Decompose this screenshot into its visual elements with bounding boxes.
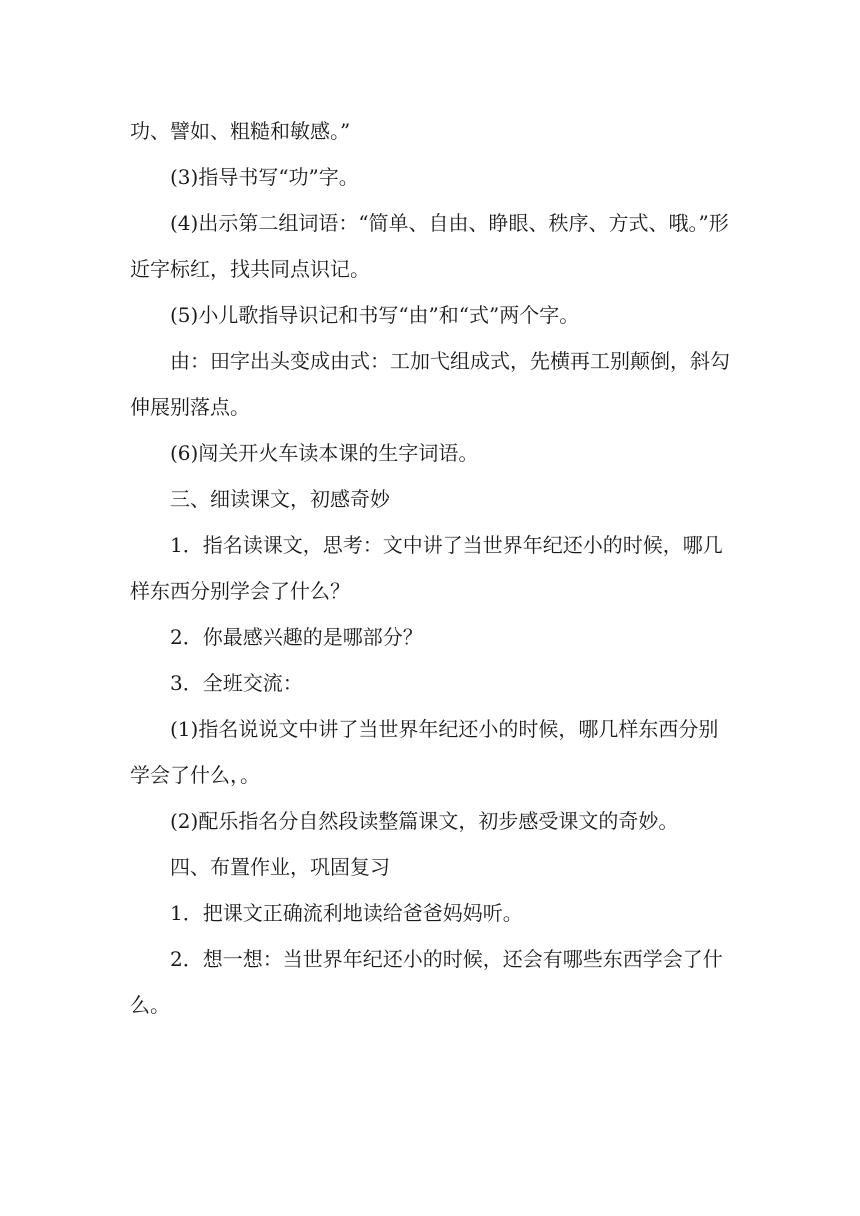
- paragraph: (1)指名说说文中讲了当世界年纪还小的时候，哪几样东西分别学会了什么，。: [130, 717, 719, 787]
- paragraph: 功、譬如、粗糙和敏感。”: [130, 119, 351, 143]
- paragraph: 3．全班交流：: [170, 671, 303, 695]
- paragraph: 2．想一想：当世界年纪还小的时候，还会有哪些东西学会了什么。: [130, 947, 723, 1017]
- paragraph: 1．指名读课文，思考：文中讲了当世界年纪还小的时候，哪几样东西分别学会了什么？: [130, 533, 723, 603]
- paragraph: (4)出示第二组词语：“简单、自由、睁眼、秩序、方式、哦。”形近字标红，找共同点识记。: [130, 211, 729, 281]
- paragraph: 2．你最感兴趣的是哪部分？: [170, 625, 423, 649]
- paragraph: 由：田字出头变成由式：工加弋组成式，先横再工别颠倒，斜勾伸展别落点。: [130, 349, 730, 419]
- paragraph: (5)小儿歌指导识记和书写“由”和“式”两个字。: [170, 303, 580, 327]
- section-heading: 三、细读课文，初感奇妙: [170, 487, 390, 511]
- section-heading: 四、布置作业，巩固复习: [170, 855, 390, 879]
- paragraph: (2)配乐指名分自然段读整篇课文，初步感受课文的奇妙。: [170, 809, 679, 833]
- paragraph: (6)闯关开火车读本课的生字词语。: [170, 441, 479, 465]
- paragraph: 1．把课文正确流利地读给爸爸妈妈听。: [170, 901, 523, 925]
- paragraph: (3)指导书写“功”字。: [170, 165, 359, 189]
- document-body: [130, 108, 736, 1028]
